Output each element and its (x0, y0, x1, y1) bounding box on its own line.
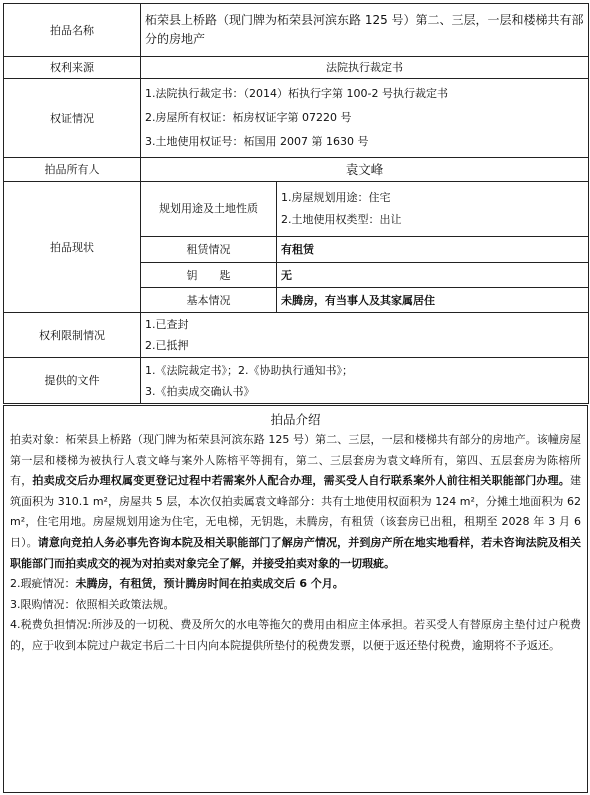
intro-p2-label: 2.瑕疵情况： (10, 577, 76, 591)
label-key: 钥 匙 (141, 263, 277, 288)
value-key: 无 (277, 263, 589, 288)
row-status-plan (4, 182, 589, 237)
row-documents (4, 358, 589, 404)
intro-title: 拍品介绍 (270, 412, 321, 427)
intro-p1-notice: 请意向竞拍人务必事先咨询本院及相关职能部门了解房产情况，并到房产所在地实地看样，若未咨询法院及相关职能部门而拍卖成交的视为对拍卖对象完全了解，并接受拍卖对象的一切瑕疵。 (10, 535, 581, 570)
label-owner: 拍品所有人 (4, 158, 141, 182)
doc-line: 1.《法院裁定书》；2.《协助执行通知书》； (145, 363, 353, 377)
row-certificates (4, 79, 589, 158)
value-rights-source: 法院执行裁定书 (141, 57, 589, 79)
restrict-line: 1.已查封 (145, 318, 189, 331)
value-certificates (141, 79, 589, 158)
value-lease: 有租赁 (277, 237, 589, 263)
label-status: 拍品现状 (4, 182, 141, 313)
cert-line: 3.土地使用权证号：柘国用 2007 第 1630 号 (145, 135, 369, 148)
row-item-name (4, 4, 589, 57)
intro-cell (4, 406, 588, 793)
value-owner: 袁文峰 (141, 158, 589, 182)
plan-line: 1.房屋规划用途：住宅 (281, 191, 391, 204)
doc-line: 3.《拍卖成交确认书》 (145, 384, 255, 398)
label-restrictions: 权利限制情况 (4, 313, 141, 358)
intro-p1-bold: 拍卖成交后办理权属变更登记过程中若需案外人配合办理，需买受人自行联系案外人前往相关职能部门办理。 (32, 474, 571, 488)
cert-line: 1.法院执行裁定书：（2014）柘执行字第 100-2 号执行裁定书 (145, 87, 448, 100)
plan-line: 2.土地使用权类型：出让 (281, 213, 402, 226)
intro-paragraph-3: 3.限购情况：依照相关政策法规。 (10, 597, 175, 611)
label-plan-use: 规划用途及土地性质 (141, 182, 277, 237)
intro-table (3, 405, 588, 793)
value-plan-use (277, 182, 589, 237)
intro-p1-text: 拍卖对象：柘荣县上桥路（现门牌为柘荣县河滨东路 125 号）第二、三层，一层和楼梯共有部分的房地产。该幢房屋第一层和楼梯为被执行人袁文峰与案外人陈榕平等拥有，第二、三层套房为袁文峰所有，第四、五层套房为陈榕所有， (10, 433, 581, 488)
row-owner (4, 158, 589, 182)
intro-paragraph-1 (10, 430, 581, 574)
row-restrictions (4, 313, 589, 358)
label-documents: 提供的文件 (4, 358, 141, 404)
value-item-name: 柘荣县上桥路（现门牌为柘荣县河滨东路 125 号）第二、三层，一层和楼梯共有部分的房地产 (141, 4, 589, 57)
property-info-table (3, 3, 589, 404)
label-lease: 租赁情况 (141, 237, 277, 263)
label-basic: 基本情况 (141, 288, 277, 313)
auction-document (3, 3, 588, 792)
row-rights-source (4, 57, 589, 79)
label-item-name: 拍品名称 (4, 4, 141, 57)
intro-paragraph-4: 4.税费负担情况:所涉及的一切税、费及所欠的水电等拖欠的费用由相应主体承担。若买受人有替原房主垫付过户税费的，应于收到本院过户裁定书后二十日内向本院提供所垫付的税费发票，以便于返还垫付税费，逾期将不予返还。 (10, 618, 581, 652)
label-rights-source: 权利来源 (4, 57, 141, 79)
label-certificates: 权证情况 (4, 79, 141, 158)
intro-p2-bold: 未腾房，有租赁，预计腾房时间在拍卖成交后 6 个月。 (75, 577, 344, 591)
value-restrictions (141, 313, 589, 358)
value-basic: 未腾房，有当事人及其家属居住 (277, 288, 589, 313)
restrict-line: 2.已抵押 (145, 339, 189, 352)
intro-paragraph-2 (10, 574, 581, 595)
cert-line: 2.房屋所有权证：柘房权证字第 07220 号 (145, 111, 352, 124)
intro-p1-area: 建筑面积为 310.1 m²，房屋共 5 层，本次仅拍卖属袁文峰部分：共有土地使用权面积为 124 m²，分摊土地面积为 62 m²，住宅用地。房屋规划用途为住宅，无电梯，无钥匙，未腾房，有租赁（该套房已出租，租期至 2028 年 3 月 6 日）。 (10, 474, 582, 549)
value-documents (141, 358, 589, 404)
